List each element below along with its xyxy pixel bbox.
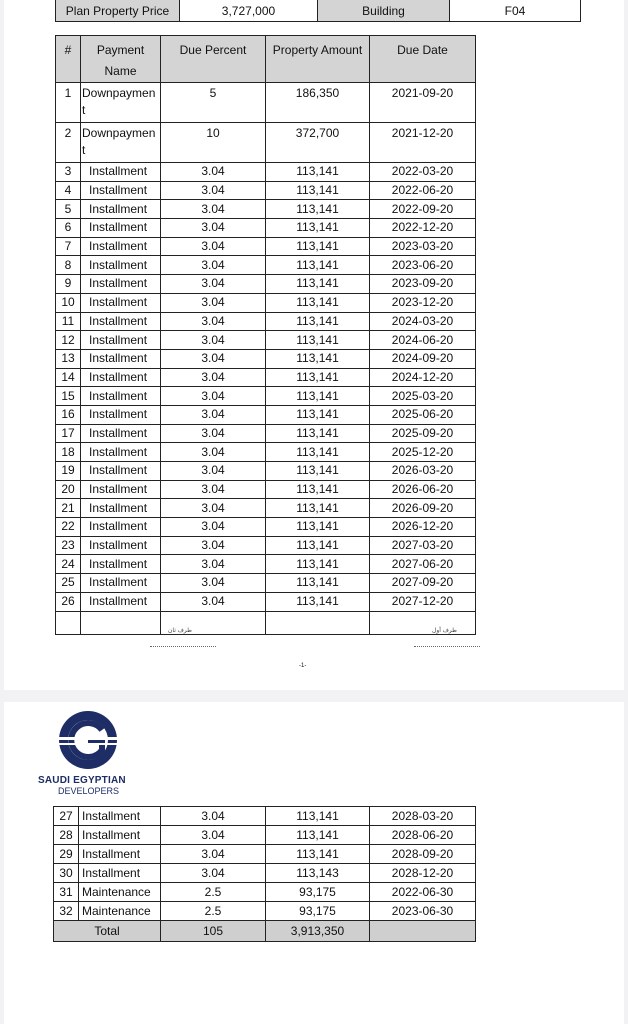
due-date: 2021-12-20 (370, 123, 476, 163)
table-row (56, 331, 476, 350)
due-date: 2025-09-20 (370, 424, 476, 443)
due-date: 2027-06-20 (370, 555, 476, 574)
property-amount: 113,141 (266, 499, 370, 518)
brand-name-line1: SAUDI EGYPTIAN (38, 775, 126, 786)
col-header-property-amount: Property Amount (266, 36, 370, 83)
row-number: 8 (56, 256, 81, 275)
payment-name: Installment (81, 518, 161, 537)
payment-name: Installment (79, 845, 161, 864)
property-amount: 113,141 (266, 536, 370, 555)
property-amount: 93,175 (266, 883, 370, 902)
payment-name: Installment (81, 536, 161, 555)
due-percent: 3.04 (161, 368, 266, 387)
due-percent: 3.04 (161, 349, 266, 368)
first-party-signature-line (414, 646, 480, 647)
due-date: 2023-03-20 (370, 237, 476, 256)
due-date: 2028-03-20 (370, 807, 476, 826)
payment-name: Installment (81, 592, 161, 611)
due-percent: 3.04 (161, 331, 266, 350)
plan-price-value: 3,727,000 (180, 0, 318, 21)
row-number: 20 (56, 480, 81, 499)
table-row (56, 123, 476, 163)
row-number: 31 (54, 883, 79, 902)
property-amount: 113,141 (266, 574, 370, 593)
due-date: 2025-12-20 (370, 443, 476, 462)
payment-name: Installment (81, 349, 161, 368)
due-date: 2025-03-20 (370, 387, 476, 406)
due-percent: 3.04 (161, 387, 266, 406)
payment-name: Installment (79, 864, 161, 883)
payment-name: Installment (81, 163, 161, 182)
payment-name: Installment (81, 574, 161, 593)
row-number: 11 (56, 312, 81, 331)
empty-cell (56, 611, 81, 634)
payment-name: Installment (81, 237, 161, 256)
table-row (56, 536, 476, 555)
payment-name: Installment (81, 387, 161, 406)
property-amount: 372,700 (266, 123, 370, 163)
property-amount: 113,141 (266, 518, 370, 537)
property-amount: 113,141 (266, 312, 370, 331)
due-percent: 3.04 (161, 574, 266, 593)
table-row (56, 462, 476, 481)
payment-name: Installment (79, 826, 161, 845)
property-amount: 113,141 (266, 443, 370, 462)
row-number: 2 (56, 123, 81, 163)
due-percent: 3.04 (161, 443, 266, 462)
row-number: 29 (54, 845, 79, 864)
table-row (56, 368, 476, 387)
property-amount: 113,141 (266, 200, 370, 219)
due-percent: 3.04 (161, 592, 266, 611)
table-row (56, 480, 476, 499)
due-date: 2022-06-20 (370, 181, 476, 200)
due-date: 2026-12-20 (370, 518, 476, 537)
empty-cell (81, 611, 161, 634)
payment-name: Downpaymen t (81, 123, 161, 163)
table-row (56, 349, 476, 368)
table-row (54, 845, 476, 864)
table-row (56, 424, 476, 443)
table-row (56, 312, 476, 331)
property-amount: 113,141 (266, 293, 370, 312)
due-percent: 3.04 (161, 518, 266, 537)
payment-name: Downpaymen t (81, 83, 161, 123)
row-number: 32 (54, 902, 79, 921)
table-row (56, 200, 476, 219)
due-percent: 3.04 (161, 219, 266, 238)
due-date: 2023-09-20 (370, 275, 476, 294)
property-amount: 113,141 (266, 331, 370, 350)
row-number: 3 (56, 163, 81, 182)
table-row (54, 883, 476, 902)
row-number: 25 (56, 574, 81, 593)
due-percent: 3.04 (161, 275, 266, 294)
building-label: Building (318, 0, 450, 21)
row-number: 7 (56, 237, 81, 256)
row-number: 9 (56, 275, 81, 294)
due-date: 2024-06-20 (370, 331, 476, 350)
col-header-due-percent: Due Percent (161, 36, 266, 83)
payment-name: Installment (81, 480, 161, 499)
property-amount: 113,141 (266, 405, 370, 424)
due-date: 2024-03-20 (370, 312, 476, 331)
property-amount: 113,141 (266, 845, 370, 864)
due-date: 2022-12-20 (370, 219, 476, 238)
row-number: 24 (56, 555, 81, 574)
row-number: 19 (56, 462, 81, 481)
due-date: 2026-06-20 (370, 480, 476, 499)
row-number: 13 (56, 349, 81, 368)
document-page-1 (4, 0, 624, 690)
payment-name: Installment (81, 256, 161, 275)
due-date: 2022-06-30 (370, 883, 476, 902)
document-page-2 (4, 702, 624, 1024)
empty-cell (370, 611, 476, 634)
col-header-due-date: Due Date (370, 36, 476, 83)
row-number: 16 (56, 405, 81, 424)
property-amount: 113,141 (266, 256, 370, 275)
due-date: 2022-09-20 (370, 200, 476, 219)
payment-name: Installment (81, 331, 161, 350)
total-row (54, 921, 476, 942)
due-percent: 2.5 (161, 883, 266, 902)
price-header (55, 0, 581, 22)
row-number: 17 (56, 424, 81, 443)
table-row (56, 387, 476, 406)
total-date (370, 921, 476, 942)
table-row (56, 293, 476, 312)
table-row (56, 499, 476, 518)
due-percent: 3.04 (161, 864, 266, 883)
brand-name-line2: DEVELOPERS (58, 786, 120, 796)
payment-name: Installment (81, 219, 161, 238)
due-percent: 3.04 (161, 499, 266, 518)
total-amount: 3,913,350 (266, 921, 370, 942)
table-row (56, 275, 476, 294)
table-row (56, 592, 476, 611)
due-date: 2026-09-20 (370, 499, 476, 518)
property-amount: 113,141 (266, 219, 370, 238)
payment-name: Installment (81, 555, 161, 574)
first-party-signature-label: طرف أول (432, 628, 457, 634)
building-value: F04 (504, 3, 526, 18)
due-percent: 3.04 (161, 480, 266, 499)
page-number: -1- (299, 663, 307, 669)
due-date: 2025-06-20 (370, 405, 476, 424)
col-header-payment-name: Payment Name (81, 36, 161, 83)
payment-name: Installment (81, 499, 161, 518)
row-number: 18 (56, 443, 81, 462)
due-percent: 3.04 (161, 807, 266, 826)
row-number: 23 (56, 536, 81, 555)
due-date: 2028-09-20 (370, 845, 476, 864)
table-row (56, 163, 476, 182)
row-number: 22 (56, 518, 81, 537)
plan-price-label: Plan Property Price (56, 0, 180, 21)
row-number: 27 (54, 807, 79, 826)
property-amount: 113,141 (266, 275, 370, 294)
table-row (56, 219, 476, 238)
row-number: 10 (56, 293, 81, 312)
payment-name: Installment (81, 275, 161, 294)
empty-cell (266, 611, 370, 634)
due-date: 2024-12-20 (370, 368, 476, 387)
due-percent: 3.04 (161, 200, 266, 219)
property-amount: 113,141 (266, 237, 370, 256)
payment-name: Installment (81, 424, 161, 443)
due-percent: 3.04 (161, 536, 266, 555)
due-date: 2022-03-20 (370, 163, 476, 182)
due-date: 2027-09-20 (370, 574, 476, 593)
due-percent: 3.04 (161, 405, 266, 424)
due-date: 2021-09-20 (370, 83, 476, 123)
due-percent: 3.04 (161, 256, 266, 275)
due-percent: 3.04 (161, 424, 266, 443)
table-row (56, 518, 476, 537)
payment-name: Installment (81, 443, 161, 462)
table-row (54, 864, 476, 883)
row-number: 5 (56, 200, 81, 219)
property-amount: 113,141 (266, 462, 370, 481)
row-number: 21 (56, 499, 81, 518)
row-number: 6 (56, 219, 81, 238)
property-amount: 113,141 (266, 163, 370, 182)
table-row (56, 181, 476, 200)
table-row (56, 555, 476, 574)
due-date: 2024-09-20 (370, 349, 476, 368)
due-date: 2027-03-20 (370, 536, 476, 555)
row-number: 30 (54, 864, 79, 883)
property-amount: 113,141 (266, 555, 370, 574)
table-row (56, 83, 476, 123)
property-amount: 113,141 (266, 181, 370, 200)
table-row (56, 405, 476, 424)
due-percent: 3.04 (161, 845, 266, 864)
due-percent: 3.04 (161, 237, 266, 256)
due-percent: 3.04 (161, 293, 266, 312)
row-number: 1 (56, 83, 81, 123)
due-percent: 3.04 (161, 312, 266, 331)
payment-name: Installment (81, 405, 161, 424)
table-row (56, 256, 476, 275)
property-amount: 113,141 (266, 592, 370, 611)
due-date: 2026-03-20 (370, 462, 476, 481)
due-percent: 2.5 (161, 902, 266, 921)
property-amount: 113,141 (266, 807, 370, 826)
due-percent: 3.04 (161, 181, 266, 200)
second-party-signature-label: طرف ثان (168, 628, 192, 634)
due-percent: 3.04 (161, 163, 266, 182)
total-label: Total (54, 921, 161, 942)
payment-name: Maintenance (79, 902, 161, 921)
property-amount: 113,143 (266, 864, 370, 883)
payment-name: Installment (81, 200, 161, 219)
table-row (54, 807, 476, 826)
due-percent: 3.04 (161, 555, 266, 574)
payment-schedule-table-continued (53, 806, 476, 942)
table-row (56, 237, 476, 256)
due-percent: 3.04 (161, 826, 266, 845)
payment-name: Maintenance (79, 883, 161, 902)
property-amount: 113,141 (266, 424, 370, 443)
property-amount: 113,141 (266, 826, 370, 845)
table-row (56, 443, 476, 462)
total-percent: 105 (161, 921, 266, 942)
table-row (54, 902, 476, 921)
row-number: 12 (56, 331, 81, 350)
table-row (56, 574, 476, 593)
payment-name: Installment (81, 368, 161, 387)
row-number: 15 (56, 387, 81, 406)
payment-name: Installment (81, 312, 161, 331)
property-amount: 93,175 (266, 902, 370, 921)
property-amount: 113,141 (266, 480, 370, 499)
due-percent: 10 (161, 123, 266, 163)
col-header-number: # (56, 36, 81, 83)
property-amount: 113,141 (266, 349, 370, 368)
due-date: 2027-12-20 (370, 592, 476, 611)
payment-name: Installment (81, 181, 161, 200)
due-date: 2023-12-20 (370, 293, 476, 312)
due-date: 2028-06-20 (370, 826, 476, 845)
due-date: 2023-06-30 (370, 902, 476, 921)
payment-schedule-table (55, 35, 476, 635)
table-row (54, 826, 476, 845)
empty-row (56, 611, 476, 634)
row-number: 28 (54, 826, 79, 845)
due-date: 2023-06-20 (370, 256, 476, 275)
property-amount: 113,141 (266, 387, 370, 406)
due-date: 2028-12-20 (370, 864, 476, 883)
company-logo-icon (58, 710, 118, 770)
row-number: 26 (56, 592, 81, 611)
payment-name: Installment (81, 462, 161, 481)
property-amount: 113,141 (266, 368, 370, 387)
row-number: 4 (56, 181, 81, 200)
payment-name: Installment (81, 293, 161, 312)
second-party-signature-line (150, 646, 216, 647)
payment-name: Installment (79, 807, 161, 826)
due-percent: 5 (161, 83, 266, 123)
due-percent: 3.04 (161, 462, 266, 481)
property-amount: 186,350 (266, 83, 370, 123)
row-number: 14 (56, 368, 81, 387)
